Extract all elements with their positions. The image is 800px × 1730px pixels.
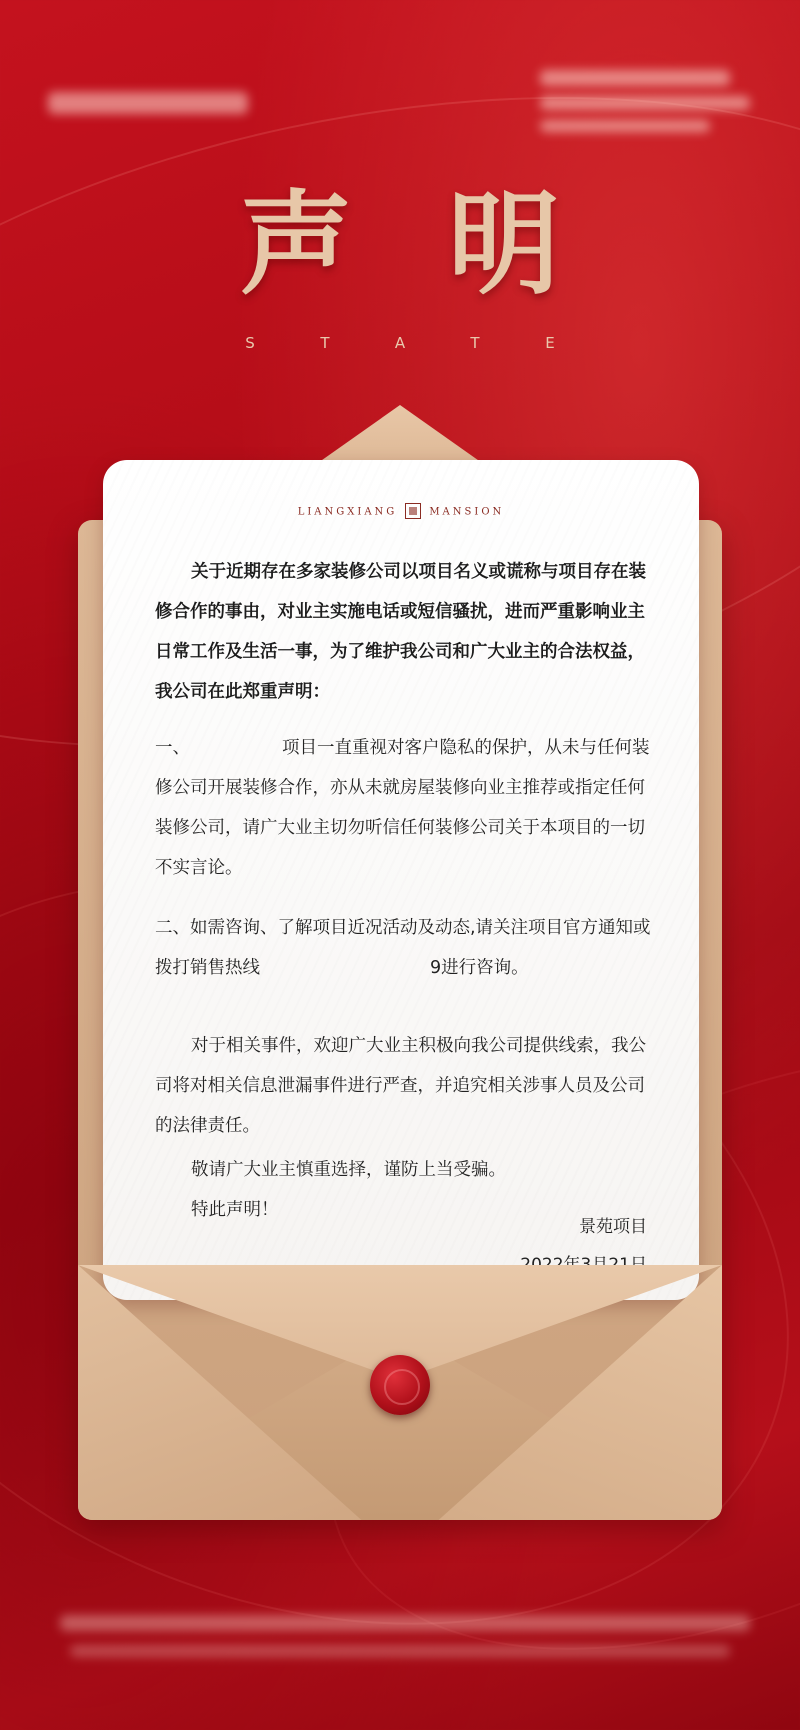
subtitle-letter: T xyxy=(320,334,330,352)
blurred-logo-right xyxy=(540,120,710,132)
brand-seal-icon xyxy=(405,503,421,519)
blurred-logo-right xyxy=(540,96,750,110)
blurred-footer xyxy=(70,1645,730,1657)
brand-name-left: LIANGXIANG xyxy=(297,506,398,518)
letter-card xyxy=(103,460,699,1300)
wax-seal-icon xyxy=(370,1355,430,1415)
subtitle-letter: E xyxy=(545,334,555,352)
signature: 景苑项目 xyxy=(579,1217,647,1237)
declaration-line: 特此声明！ xyxy=(191,1200,279,1220)
subtitle-letter: T xyxy=(470,334,480,352)
item-two-paragraph: 二、如需咨询、了解项目近况活动及动态,请关注项目官方通知或拨打销售热线 9进行咨询。 xyxy=(155,918,651,978)
blurred-footer xyxy=(60,1615,750,1631)
subtitle-letter: S xyxy=(245,334,255,352)
warning-line: 敬请广大业主慎重选择，谨防上当受骗。 xyxy=(191,1160,506,1180)
item-one-paragraph: 一、 项目一直重视对客户隐私的保护，从未与任何装修公司开展装修合作，亦从未就房屋装修向业主推荐或指定任何装修公司，请广大业主切勿听信任何装修公司关于本项目的一切不实言论。 xyxy=(155,738,650,878)
page-subtitle xyxy=(0,334,800,352)
blurred-logo-left xyxy=(48,92,248,114)
intro-paragraph: 关于近期存在多家装修公司以项目名义或谎称与项目存在装修合作的事由，对业主实施电话或短信骚扰，进而严重影响业主日常工作及生活一事，为了维护我公司和广大业主的合法权益，我公司在此郑重声明： xyxy=(155,562,646,702)
subtitle-letter: A xyxy=(394,334,406,352)
closing-paragraph: 对于相关事件，欢迎广大业主积极向我公司提供线索，我公司将对相关信息泄漏事件进行严查，并追究相关涉事人员及公司的法律责任。 xyxy=(155,1036,646,1136)
blurred-logo-right xyxy=(540,70,730,86)
brand-name-right: MANSION xyxy=(429,506,505,518)
page-title: 声明 xyxy=(240,179,656,310)
brand-line xyxy=(103,504,699,520)
